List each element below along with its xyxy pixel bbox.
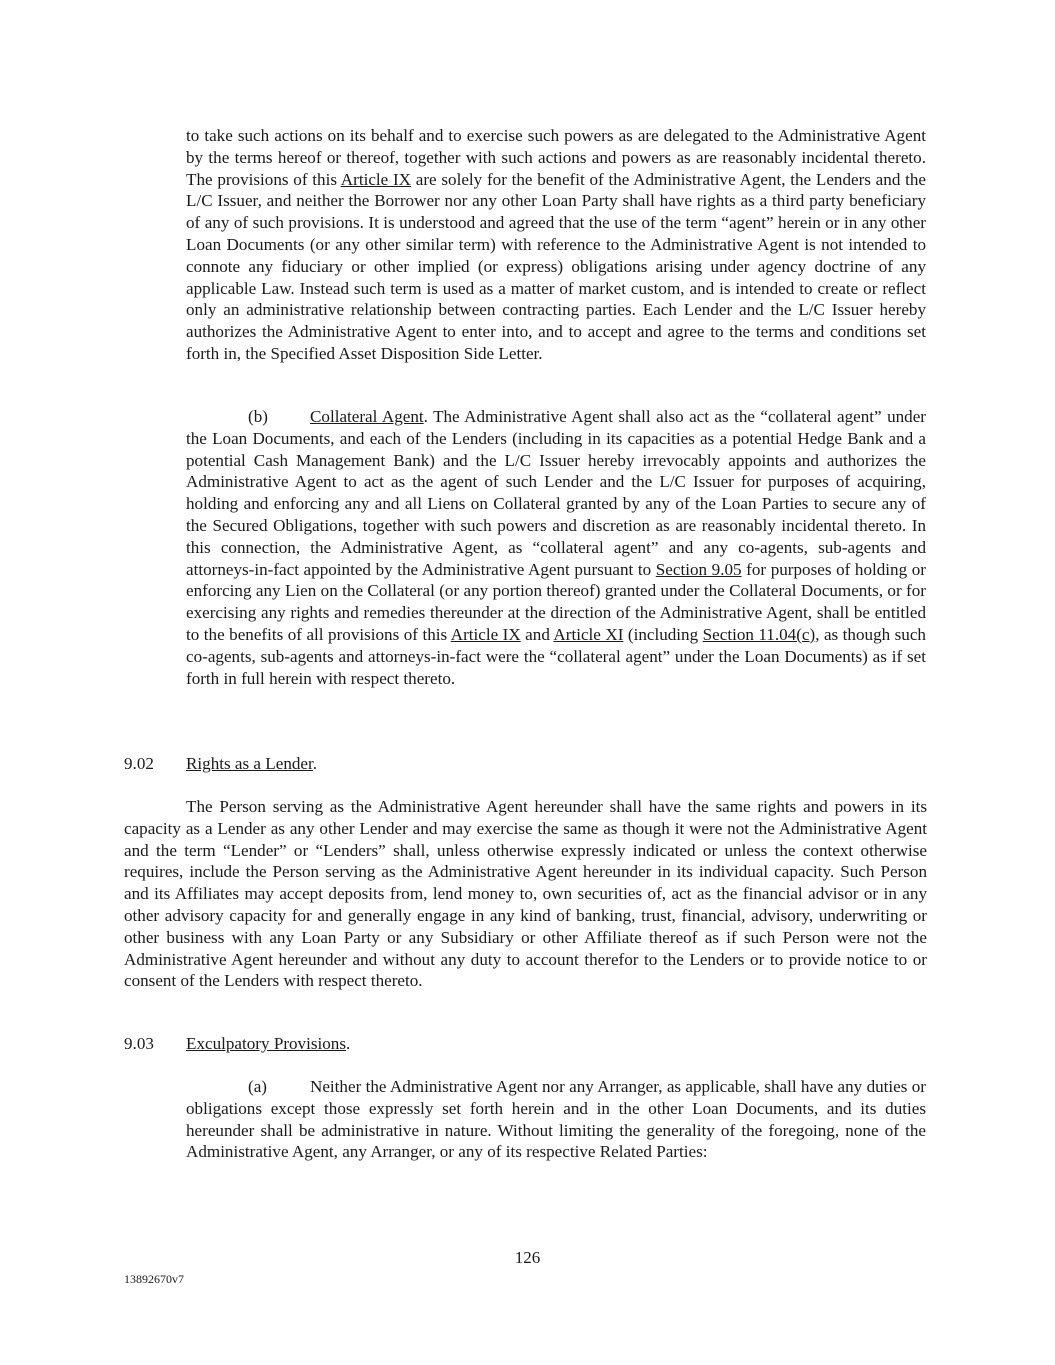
paragraph-b-collateral-agent: [186, 406, 926, 689]
cross-reference-article-xi: Article XI: [553, 624, 624, 644]
cross-reference-article-ix: Article IX: [450, 624, 521, 644]
clause-marker: (b): [248, 407, 268, 426]
paragraph-text: Neither the Administrative Agent nor any Arranger, as applicable, shall have any duties or obligations except those expressly set forth herein and in the other Loan Documents, and its duties hereunder shall be administrative in nature. Without limiting the generality of the foregoing, none of the Administrative Agent, any Arranger, or any of its respective Related Parties:: [186, 1077, 926, 1162]
section-title: Exculpatory Provisions: [186, 1034, 347, 1053]
paragraph-9-03-a: [186, 1076, 926, 1163]
cross-reference-section-9-05: Section 9.05: [655, 559, 742, 579]
paragraph-text: , as though such co-agents, sub-agents and attorneys-in-fact were the “collateral agent” under the Loan Documents) as if set forth in full herein with respect thereto.: [186, 624, 926, 688]
section-heading-9-03: [124, 1033, 350, 1055]
section-title: Rights as a Lender: [186, 754, 313, 773]
paragraph-text: are solely for the benefit of the Administrative Agent, the Lenders and the L/C Issuer, and neither the Borrower nor any other Loan Party shall have rights as a third party beneficiary of any of such provisions. It is understood and agreed that the use of the term “agent” herein or in any other Loan Documents (or any other similar term) with reference to the Administrative Agent is not intended to connote any fiduciary or other implied (or express) obligations arising under agency doctrine of any applicable Law. Instead such term is used as a matter of market custom, and is intended to create or reflect only an administrative relationship between contracting parties. Each Lender and the L/C Issuer hereby authorizes the Administrative Agent to enter into, and to accept and agree to the terms and conditions set forth in, the Specified Asset Disposition Side Letter.: [186, 169, 926, 363]
page-number: 126: [514, 1248, 541, 1267]
section-number: 9.03: [124, 1034, 154, 1053]
paragraph-text: to take such actions on its behalf and to exercise such powers as are delegated to the Administrative Agent by the terms hereof or thereof, together with such actions and powers as are reasonably incidental thereto. The provisions of this: [186, 126, 926, 189]
clause-title: Collateral Agent: [310, 407, 424, 426]
section-number: 9.02: [124, 754, 154, 773]
cross-reference-section-11-04c: Section 11.04(c): [702, 624, 816, 644]
clause-marker: (a): [248, 1077, 267, 1096]
cross-reference-article-ix: Article IX: [340, 169, 412, 189]
paragraph-text: and: [520, 624, 554, 644]
paragraph-text: . The Administrative Agent shall also act as the “collateral agent” under the Loan Documents, and each of the Lenders (including in its capacities as a potential Hedge Bank and a potential Cash Management Bank) and the L/C Issuer hereby irrevocably appoints and authorizes the Administrative Agent to act as the agent of such Lender and the L/C Issuer for purposes of acquiring, holding and enforcing any and all Liens on Collateral granted by any of the Loan Parties to secure any of the Secured Obligations, together with such powers and discretion as are reasonably incidental thereto. In this connection, the Administrative Agent, as “collateral agent” and any co-agents, sub-agents and attorneys-in-fact appointed by the Administrative Agent pursuant to: [186, 407, 926, 579]
document-id: 13892670v7: [124, 1272, 184, 1286]
paragraph-text: for purposes of holding or enforcing any Lien on the Collateral (or any portion thereof) granted under the Collateral Documents, or for exercising any rights and remedies thereunder at the direction of the Administrative Agent, shall be entitled to the benefits of all provisions of this: [186, 559, 926, 644]
section-title-period: .: [312, 754, 318, 773]
paragraph-continuation: [186, 125, 926, 365]
paragraph-text: The Person serving as the Administrative Agent hereunder shall have the same rights and powers in its capacity as a Lender as any other Lender and may exercise the same as though it were not the Administrative Agent and the term “Lender” or “Lenders” shall, unless otherwise expressly indicated or unless the context otherwise requires, include the Person serving as the Administrative Agent hereunder in its individual capacity. Such Person and its Affiliates may accept deposits from, lend money to, own securities of, act as the financial advisor or in any other advisory capacity for and generally engage in any kind of banking, trust, financial, advisory, underwriting or other business with any Loan Party or any Subsidiary or other Affiliate thereof as if such Person were not the Administrative Agent hereunder and without any duty to account therefor to the Lenders or to provide notice to or consent of the Lenders with respect thereto.: [124, 797, 927, 991]
section-9-02-body: [124, 796, 927, 992]
section-heading-9-02: [124, 753, 317, 775]
paragraph-text: (including: [623, 624, 703, 644]
section-title-period: .: [346, 1034, 351, 1053]
